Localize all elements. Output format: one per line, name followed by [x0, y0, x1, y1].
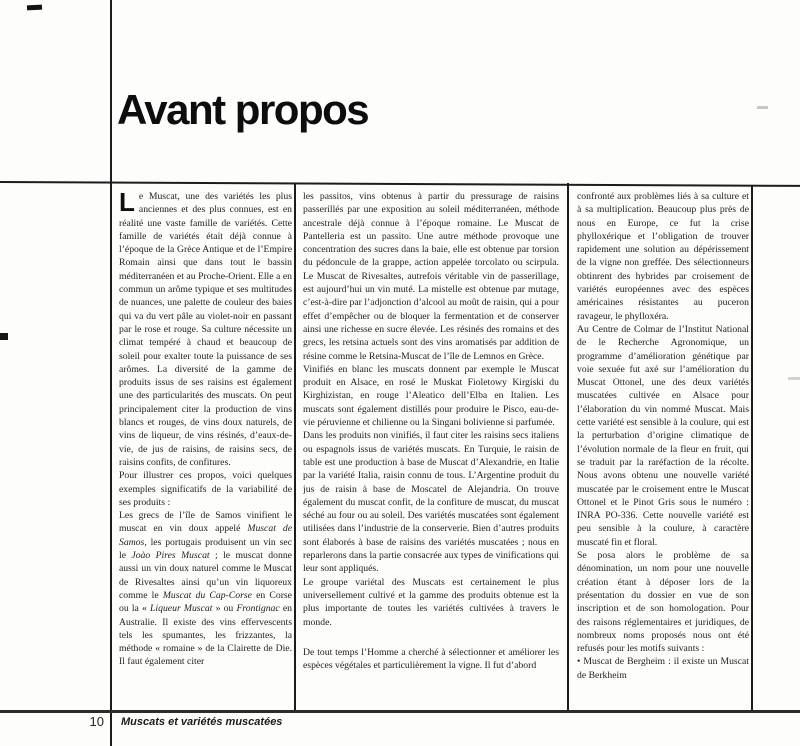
- text-column-1: [119, 190, 292, 710]
- column-divider-1: [294, 183, 296, 710]
- paragraph: Le groupe variétal des Muscats est certainement le plus universellement cultivé et la gamme des produits obtenue est la plus importante de toutes les variétés cultivées à travers le monde.: [303, 576, 559, 628]
- paragraph: De tout temps l’Homme a cherché à sélectionner et améliorer les espèces végétales et particulièrement la vigne. Il fut d’abord: [303, 646, 559, 672]
- footer-divider-rule: [0, 710, 800, 713]
- paragraph: Le Muscat, une des variétés les plus anciennes et des plus connues, est en réalité une vaste famille de variétés. Cette famille de variétés était déjà connue à l’époque de la Grèce Antique et de l’Empire Romain ainsi que dans tout le bassin méditerranéen et au Proche-Orient. Elle a en commun un arôme typique et ses multitudes de nuances, une palette de couleur des baies qui va du vert pâle au violet-noir en passant par le rose et rouge. Sa culture nécessite un climat tempéré à chaud et beaucoup de soleil pour exalter toute la puissance de ses arômes. La diversité de la gamme de produits issus de ses raisins est également une des particularités des muscats. On peut principalement citer la production de vins blancs et rouges, de vins doux naturels, de vins de liqueur, de vins résinés, d’eaux-de-vie, de jus de raisins, de raisins secs, de raisins confits, de confitures.: [119, 190, 292, 468]
- paragraph: les passitos, vins obtenus à partir du pressurage de raisins passerillés par une exposition au soleil méditerranéen, méthode ancestrale déjà connue à l’époque romaine. Le Muscat de Pantelleria est un passito. Une autre méthode provoque une concentration des sucres dans la baie, elle est obtenue par torsion du pédoncule de la grappe, action appelée torcolato ou scirpula. Le Muscat de Rivesaltes, autrefois véritable vin de passerillage, est aujourd’hui un vin muté. La mistelle est obtenue par mutage, c’est-à-dire par l’adjonction d’alcool au moût de raisin, qui a pour effet d’empêcher ou de bloquer la fermentation et de conserver ainsi une richesse en sucre élevée. Les résinés des romains et des grecs, les retsina actuels sont des vins aromatisés par addition de résine comme le Retsina-Muscat de l’île de Lemnos en Grèce.: [303, 191, 559, 362]
- paragraph: Dans les produits non vinifiés, il faut citer les raisins secs italiens ou espagnols issus de variétés muscats. En Turquie, le raisin de table est une production à base de Muscat d’Alexandrie, en Italie par la variété Italia, raisin connu de tous. L’Argentine produit du jus de raisin à base de Moscatel de Alejandria. On trouve également du muscat confit, de la confiture de muscat, du muscat séché au four ou au soleil. Des variétés muscatées sont également utilisées dans l’industrie de la conserverie. Bien d’autres produits sont élaborés à base de raisins des variétés muscatées ; nous en reparlerons dans la partie consacrée aux types de vinifications qui leur sont appliqués.: [303, 430, 559, 575]
- page-number: 10: [89, 714, 104, 729]
- text-column-2: [303, 190, 559, 710]
- page-title: Avant propos: [117, 86, 369, 134]
- right-margin-rule: [751, 186, 753, 710]
- paragraph: Pour illustrer ces propos, voici quelques exemples significatifs de la variabilité de ses produits :: [119, 470, 292, 508]
- paragraph: confronté aux problèmes liés à sa culture et à sa multiplication. Beaucoup plus près de nous en Europe, ce fut la crise phylloxérique et l’obligation de trouver rapidement une solution au dépérissement de la vigne non greffée. Des sélectionneurs obtinrent des hybrides par croisement de variétés européennes avec des espèces américaines résistantes au puceron ravageur, le phylloxéra.: [577, 191, 749, 322]
- paragraph: • Muscat de Bergheim : il existe un Muscat de Berkheim: [577, 656, 749, 681]
- text-column-3: [577, 190, 749, 710]
- scan-artifact-mark: [0, 333, 8, 340]
- drop-cap: L: [119, 190, 135, 217]
- left-margin-rule: [110, 0, 112, 746]
- paragraph: Les grecs de l’île de Samos vinifient le muscat en vin doux appelé Muscat de Samos, les portugais produisent un vin sec le Joào Pires Muscat ; le muscat donne aussi un vin doux naturel comme le Muscat de Rivesaltes ainsi qu’un vin liquoreux comme le Muscat du Cap-Corse en Corse ou la « Liqueur Muscat » ou Frontignac en Australie. Il existe des vins effervescents tels les spumantes, les frizzantes, la méthode « romaine » de la Clairette de Die. Il faut également citer: [119, 510, 292, 668]
- paragraph: Au Centre de Colmar de l’Institut National de le Recherche Agronomique, un programme d’amélioration génétique par voie sexuée fut axé sur l’amélioration du Muscat Ottonel, une des deux variétés muscatées cultivée en Alsace pour l’élaboration du vin nommé Muscat. Mais cette variété est sensible à la coulure, qui est la perturbation d’origine climatique de l’évolution normale de la fleur en fruit, qui se traduit par la raréfaction de la récolte. Nous avons obtenu une nouvelle variété muscatée par le croisement entre le Muscat Ottonel et le Pinot Gris sous le numéro : INRA PO-336. Cette nouvelle variété est peu sensible à la coulure, à caractère muscaté fin et floral.: [577, 323, 749, 548]
- paragraph: Vinifiés en blanc les muscats donnent par exemple le Muscat produit en Alsace, en rosé le Muskat Fioletowy Kirgiski du Kirghizistan, en rouge l’Aleatico dell’Elba en Italien. Les muscats sont également distillés pour produire le Pisco, eau-de-vie péruvienne et chilienne ou la Singani bolivienne si parfumée.: [303, 363, 559, 429]
- scan-artifact-mark: [27, 5, 42, 11]
- scan-artifact-mark: [757, 106, 768, 109]
- header-divider-rule: [0, 181, 800, 187]
- column-divider-2: [567, 183, 569, 710]
- running-footer-book-title: Muscats et variétés muscatées: [121, 716, 283, 728]
- scan-artifact-mark: [788, 377, 800, 380]
- paragraph: Se posa alors le problème de sa dénomination, un nom pour une nouvelle création étant à déposer lors de la présentation du dossier en vue de son inscription et de son homologation. Pour des raisons réglementaires et juridiques, de nombreux noms proposés nous ont été refusés pour les motifs suivants :: [577, 550, 749, 655]
